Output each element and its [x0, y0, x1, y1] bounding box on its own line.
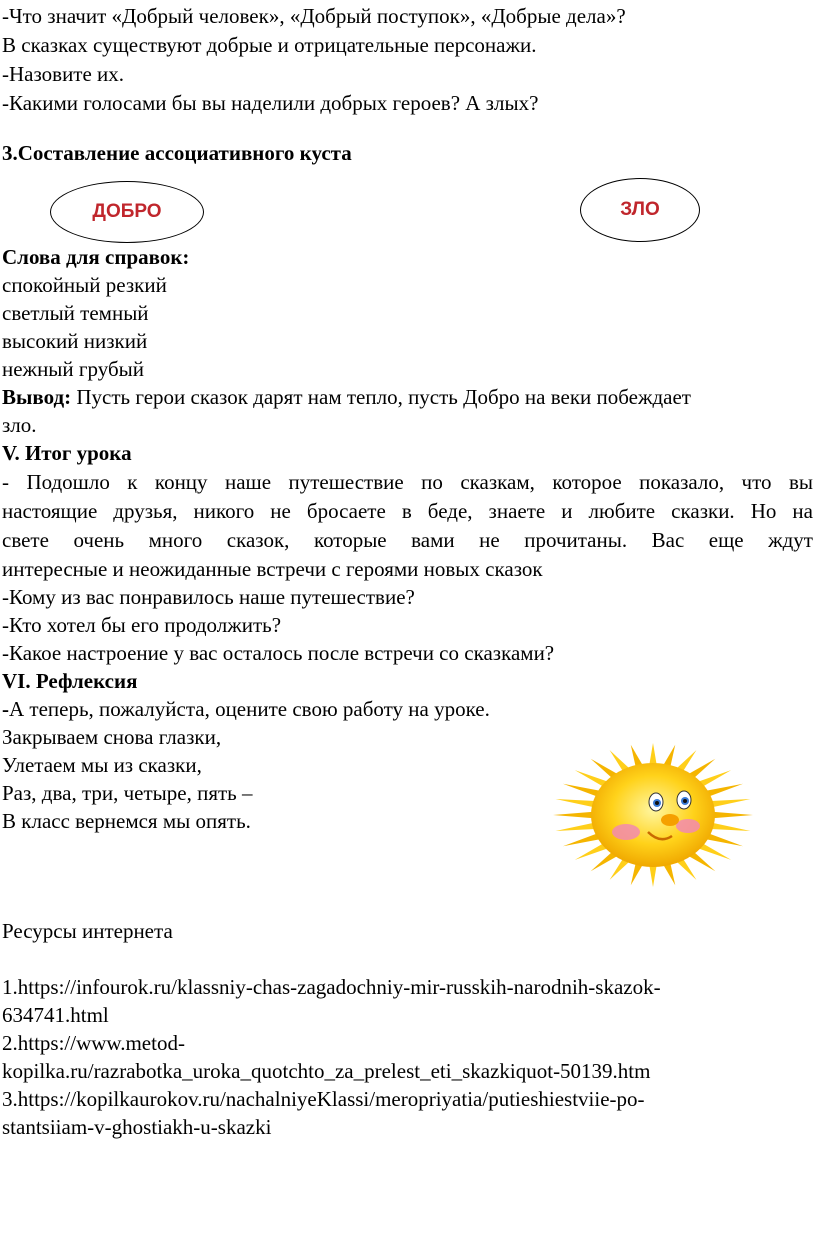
words-row-1: спокойный резкий [2, 273, 167, 297]
smiling-sun-image [548, 740, 758, 890]
resource-2b[interactable]: kopilka.ru/razrabotka_uroka_quotchto_za_prelest_eti_skazkiquot-50139.htm [2, 1059, 651, 1083]
good-oval [50, 181, 204, 243]
poem-line-1: Закрываем снова глазки, [2, 725, 222, 749]
words-row-3: высокий низкий [2, 329, 148, 353]
poem-line-2: Улетаем мы из сказки, [2, 753, 202, 777]
intro-line-2: В сказках существуют добрые и отрицательные персонажи. [2, 33, 537, 57]
sun-ray [553, 812, 595, 819]
sun-ray [556, 799, 598, 808]
conclusion-line [2, 384, 691, 410]
intro-line-3: -Назовите их. [2, 62, 125, 86]
sun-ray [711, 812, 753, 819]
question-2: -Кто хотел бы его продолжить? [2, 613, 282, 637]
summary-line-4: интересные и неожиданные встречи с героями новых сказок [2, 557, 543, 581]
question-1: -Кому из вас понравилось наше путешествие? [2, 585, 415, 609]
section-5-title: V. Итог урока [2, 441, 132, 465]
section-6-title: VI. Рефлексия [2, 669, 138, 693]
resource-3b[interactable]: stantsiiam-v-ghostiakh-u-skazki [2, 1115, 272, 1139]
right-cheek [676, 819, 700, 833]
summary-line-3: свете очень много сказок, которые вами не прочитаны. Вас еще ждут [2, 528, 813, 552]
poem-line-3: Раз, два, три, четыре, пять – [2, 781, 253, 805]
resource-2a[interactable]: 2.https://www.metod- [2, 1031, 185, 1055]
good-label: ДОБРО [92, 201, 162, 222]
words-row-4: нежный грубый [2, 357, 144, 381]
words-row-2: светлый темный [2, 301, 149, 325]
sun-ray [556, 822, 598, 831]
intro-line-1: -Что значит «Добрый человек», «Добрый поступок», «Добрые дела»? [2, 4, 626, 28]
conclusion-cont: зло. [2, 413, 37, 437]
summary-line-1: - Подошло к концу наше путешествие по сказкам, которое показало, что вы [2, 470, 813, 494]
sun-face [591, 763, 715, 867]
resources-heading: Ресурсы интернета [2, 919, 173, 943]
evil-oval [580, 178, 700, 242]
summary-line-2: настоящие друзья, никого не бросаете в беде, знаете и любите сказки. Но на [2, 499, 813, 523]
sun-nose [661, 814, 679, 826]
evil-label: ЗЛО [620, 199, 660, 220]
question-3: -Какое настроение у вас осталось после встречи со сказками? [2, 641, 555, 665]
resource-1a[interactable]: 1.https://infourok.ru/klassniy-chas-zagadochniy-mir-russkih-narodnih-skazok- [2, 975, 661, 999]
poem-line-4: В класс вернемся мы опять. [2, 809, 251, 833]
resource-1b[interactable]: 634741.html [2, 1003, 109, 1027]
sun-ray [709, 799, 751, 808]
intro-line-4: -Какими голосами бы вы наделили добрых героев? А злых? [2, 91, 539, 115]
reflection-text: А теперь, пожалуйста, оцените свою работу на уроке. [9, 697, 490, 721]
conclusion-text: Пусть герои сказок дарят нам тепло, пусть Добро на веки побеждает [71, 385, 691, 409]
left-cheek [612, 824, 640, 840]
conclusion-label: Вывод: [2, 385, 72, 409]
words-heading: Слова для справок: [2, 245, 190, 269]
sun-ray [709, 822, 751, 831]
section-3-title: 3.Составление ассоциативного куста [2, 141, 352, 165]
resource-3a[interactable]: 3.https://kopilkaurokov.ru/nachalniyeKlassi/meropriyatia/putieshiestviie-po- [2, 1087, 645, 1111]
reflection-dash: - [2, 697, 9, 721]
reflection-line-1 [2, 696, 490, 722]
